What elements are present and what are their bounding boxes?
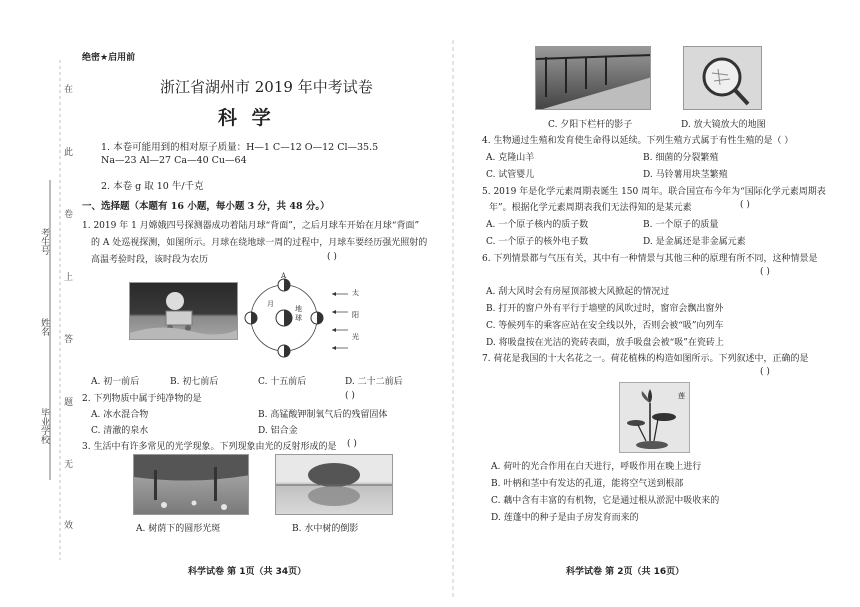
section-heading: 一、选择题（本题有 16 小题，每小题 3 分，共 48 分。） (82, 201, 330, 212)
answer-paren: ( ) (347, 439, 357, 449)
q4-option-d: D. 马铃薯用块茎繁殖 (643, 170, 728, 180)
margin-char: 无 (64, 460, 74, 470)
q4-option-b: B. 细菌的分裂繁殖 (643, 153, 719, 163)
tree-shade-icon (134, 455, 249, 515)
answer-paren: ( ) (760, 367, 770, 377)
moon-orbit-diagram (240, 272, 370, 364)
q2-option-b: B. 高锰酸钾制氧气后的残留固体 (258, 410, 388, 420)
question-5-line: 年”。根据化学元素周期表我们无法得知的是某元素 (489, 203, 692, 213)
note-atomic-mass-2: Na—23 Al—27 Ca—40 Cu—64 (101, 155, 247, 166)
q2-option-d: D. 铝合金 (258, 426, 298, 436)
question-5-line: 5. 2019 年是化学元素周期表诞生 150 周年。联合国宣布今年为“国际化学元素周期表 (482, 187, 826, 197)
label-moon: 月 (267, 300, 274, 308)
label-sun-3: 光 (352, 333, 359, 341)
question-1-line: 1. 2019 年 1 月嫦娥四号探测器成功着陆月球“背面”，之后月球车开始在月球“背面” (82, 221, 420, 231)
page-footer: 科学试卷 第 2页（共 16页） (566, 567, 685, 577)
q1-option-a: A. 初一前后 (91, 377, 140, 387)
q6-option-c: C. 等候列车的乘客应站在安全线以外，否则会被“吸”向列车 (486, 321, 724, 331)
q7-option-a: A. 荷叶的光合作用在白天进行，呼吸作用在晚上进行 (491, 462, 702, 472)
margin-char: 卷 (64, 210, 74, 220)
label-point-a: A (281, 272, 287, 280)
moon-rover-icon (130, 283, 238, 340)
answer-paren: ( ) (740, 200, 750, 210)
q4-option-c: C. 试管婴儿 (486, 170, 535, 180)
q3-caption-c: C. 夕阳下栏杆的影子 (548, 120, 633, 130)
question-4: 4. 生物通过生殖和发育使生命得以延续。下列生殖方式属于有性生殖的是（ ） (482, 136, 794, 146)
exam-title: 浙江省湖州市 2019 年中考试卷 (160, 78, 373, 96)
magnifier-map-photo (683, 46, 762, 110)
question-1-line: 高温考验时段，该时段为农历 (91, 255, 209, 265)
railing-shadow-photo (535, 46, 651, 110)
question-7: 7. 荷花是我国的十大名花之一。荷花植株的构造如图所示。下列叙述中，正确的是 (482, 354, 809, 364)
margin-char: 答 (64, 335, 74, 345)
q1-option-b: B. 初七前后 (170, 377, 219, 387)
question-1-line: 的 A 处巡视探测，如图所示。月球在绕地球一周的过程中，月球车要经历强光照射的 (91, 238, 428, 248)
question-6: 6. 下列情景都与气压有关，其中有一种情景与其他三种的原理有所不同，这种情景是 (482, 254, 818, 264)
q5-option-d: D. 是金属还是非金属元素 (643, 237, 746, 247)
q3-caption-b: B. 水中树的倒影 (292, 524, 359, 534)
q6-option-a: A. 刮大风时会有房屋顶部被大风掀起的情况过 (486, 287, 670, 297)
q1-option-c: C. 十五前后 (258, 377, 307, 387)
question-3: 3. 生活中有许多常见的光学现象。下列现象由光的反射形成的是 (82, 442, 337, 452)
answer-paren: ( ) (327, 252, 337, 262)
label-name: 姓名 (39, 318, 49, 336)
tree-reflection-photo (275, 454, 393, 515)
lotus-diagram (619, 382, 690, 453)
margin-char: 在 (64, 85, 74, 95)
q2-option-c: C. 清澈的泉水 (91, 426, 149, 436)
q7-option-c: C. 藕中含有丰富的有机物，它是通过根从淤泥中吸收来的 (491, 496, 720, 506)
label-school: 毕业学校 (39, 408, 49, 444)
margin-char: 效 (64, 521, 74, 531)
orbit-svg (240, 272, 370, 364)
secret-label: 绝密★启用前 (82, 53, 136, 63)
q5-option-c: C. 一个原子的核外电子数 (486, 237, 589, 247)
lotus-label: 莲 (678, 392, 685, 400)
magnifier-icon (684, 47, 762, 110)
q6-option-d: D. 将吸盘按在光洁的瓷砖表面，放手吸盘会被“吸”在瓷砖上 (486, 338, 724, 348)
note-gravity: 2. 本卷 g 取 10 牛/千克 (101, 181, 204, 192)
margin-char: 上 (64, 273, 74, 283)
answer-paren: ( ) (760, 267, 770, 277)
q2-option-a: A. 冰水混合物 (91, 410, 149, 420)
q1-option-d: D. 二十二前后 (345, 377, 403, 387)
q6-option-b: B. 打开的窗户外有平行于墙壁的风吹过时，窗帘会飘出窗外 (486, 304, 724, 314)
note-atomic-mass: 1. 本卷可能用到的相对原子质量：H—1 C—12 O—12 Cl—35.5 (101, 142, 379, 153)
label-earth: 地球 (295, 305, 302, 322)
label-sun-1: 太 (352, 289, 359, 297)
answer-paren: ( ) (345, 391, 355, 401)
q7-option-b: B. 叶柄和茎中有发达的孔道，能将空气送到根部 (491, 479, 684, 489)
q5-option-b: B. 一个原子的质量 (643, 220, 719, 230)
moon-rover-photo (129, 282, 238, 340)
tree-reflection-icon (276, 455, 393, 515)
label-sun-2: 阳 (352, 311, 359, 319)
page-footer: 科学试卷 第 1页（共 34页） (188, 567, 307, 577)
page-divider (452, 40, 454, 600)
railing-shadow-icon (536, 47, 651, 110)
margin-char: 此 (64, 148, 74, 158)
subject-title: 科 学 (218, 107, 275, 129)
q5-option-a: A. 一个原子核内的质子数 (486, 220, 589, 230)
q3-caption-a: A. 树荫下的圆形光斑 (136, 524, 221, 534)
question-2: 2. 下列物质中属于纯净物的是 (82, 394, 202, 404)
tree-shade-photo (133, 454, 249, 515)
q3-caption-d: D. 放大镜放大的地图 (681, 120, 766, 130)
margin-char: 题 (64, 398, 74, 408)
q4-option-a: A. 克隆山羊 (486, 153, 535, 163)
q7-option-d: D. 莲蓬中的种子是由子房发育而来的 (491, 513, 639, 523)
label-student-id: 考生号 (39, 228, 49, 255)
